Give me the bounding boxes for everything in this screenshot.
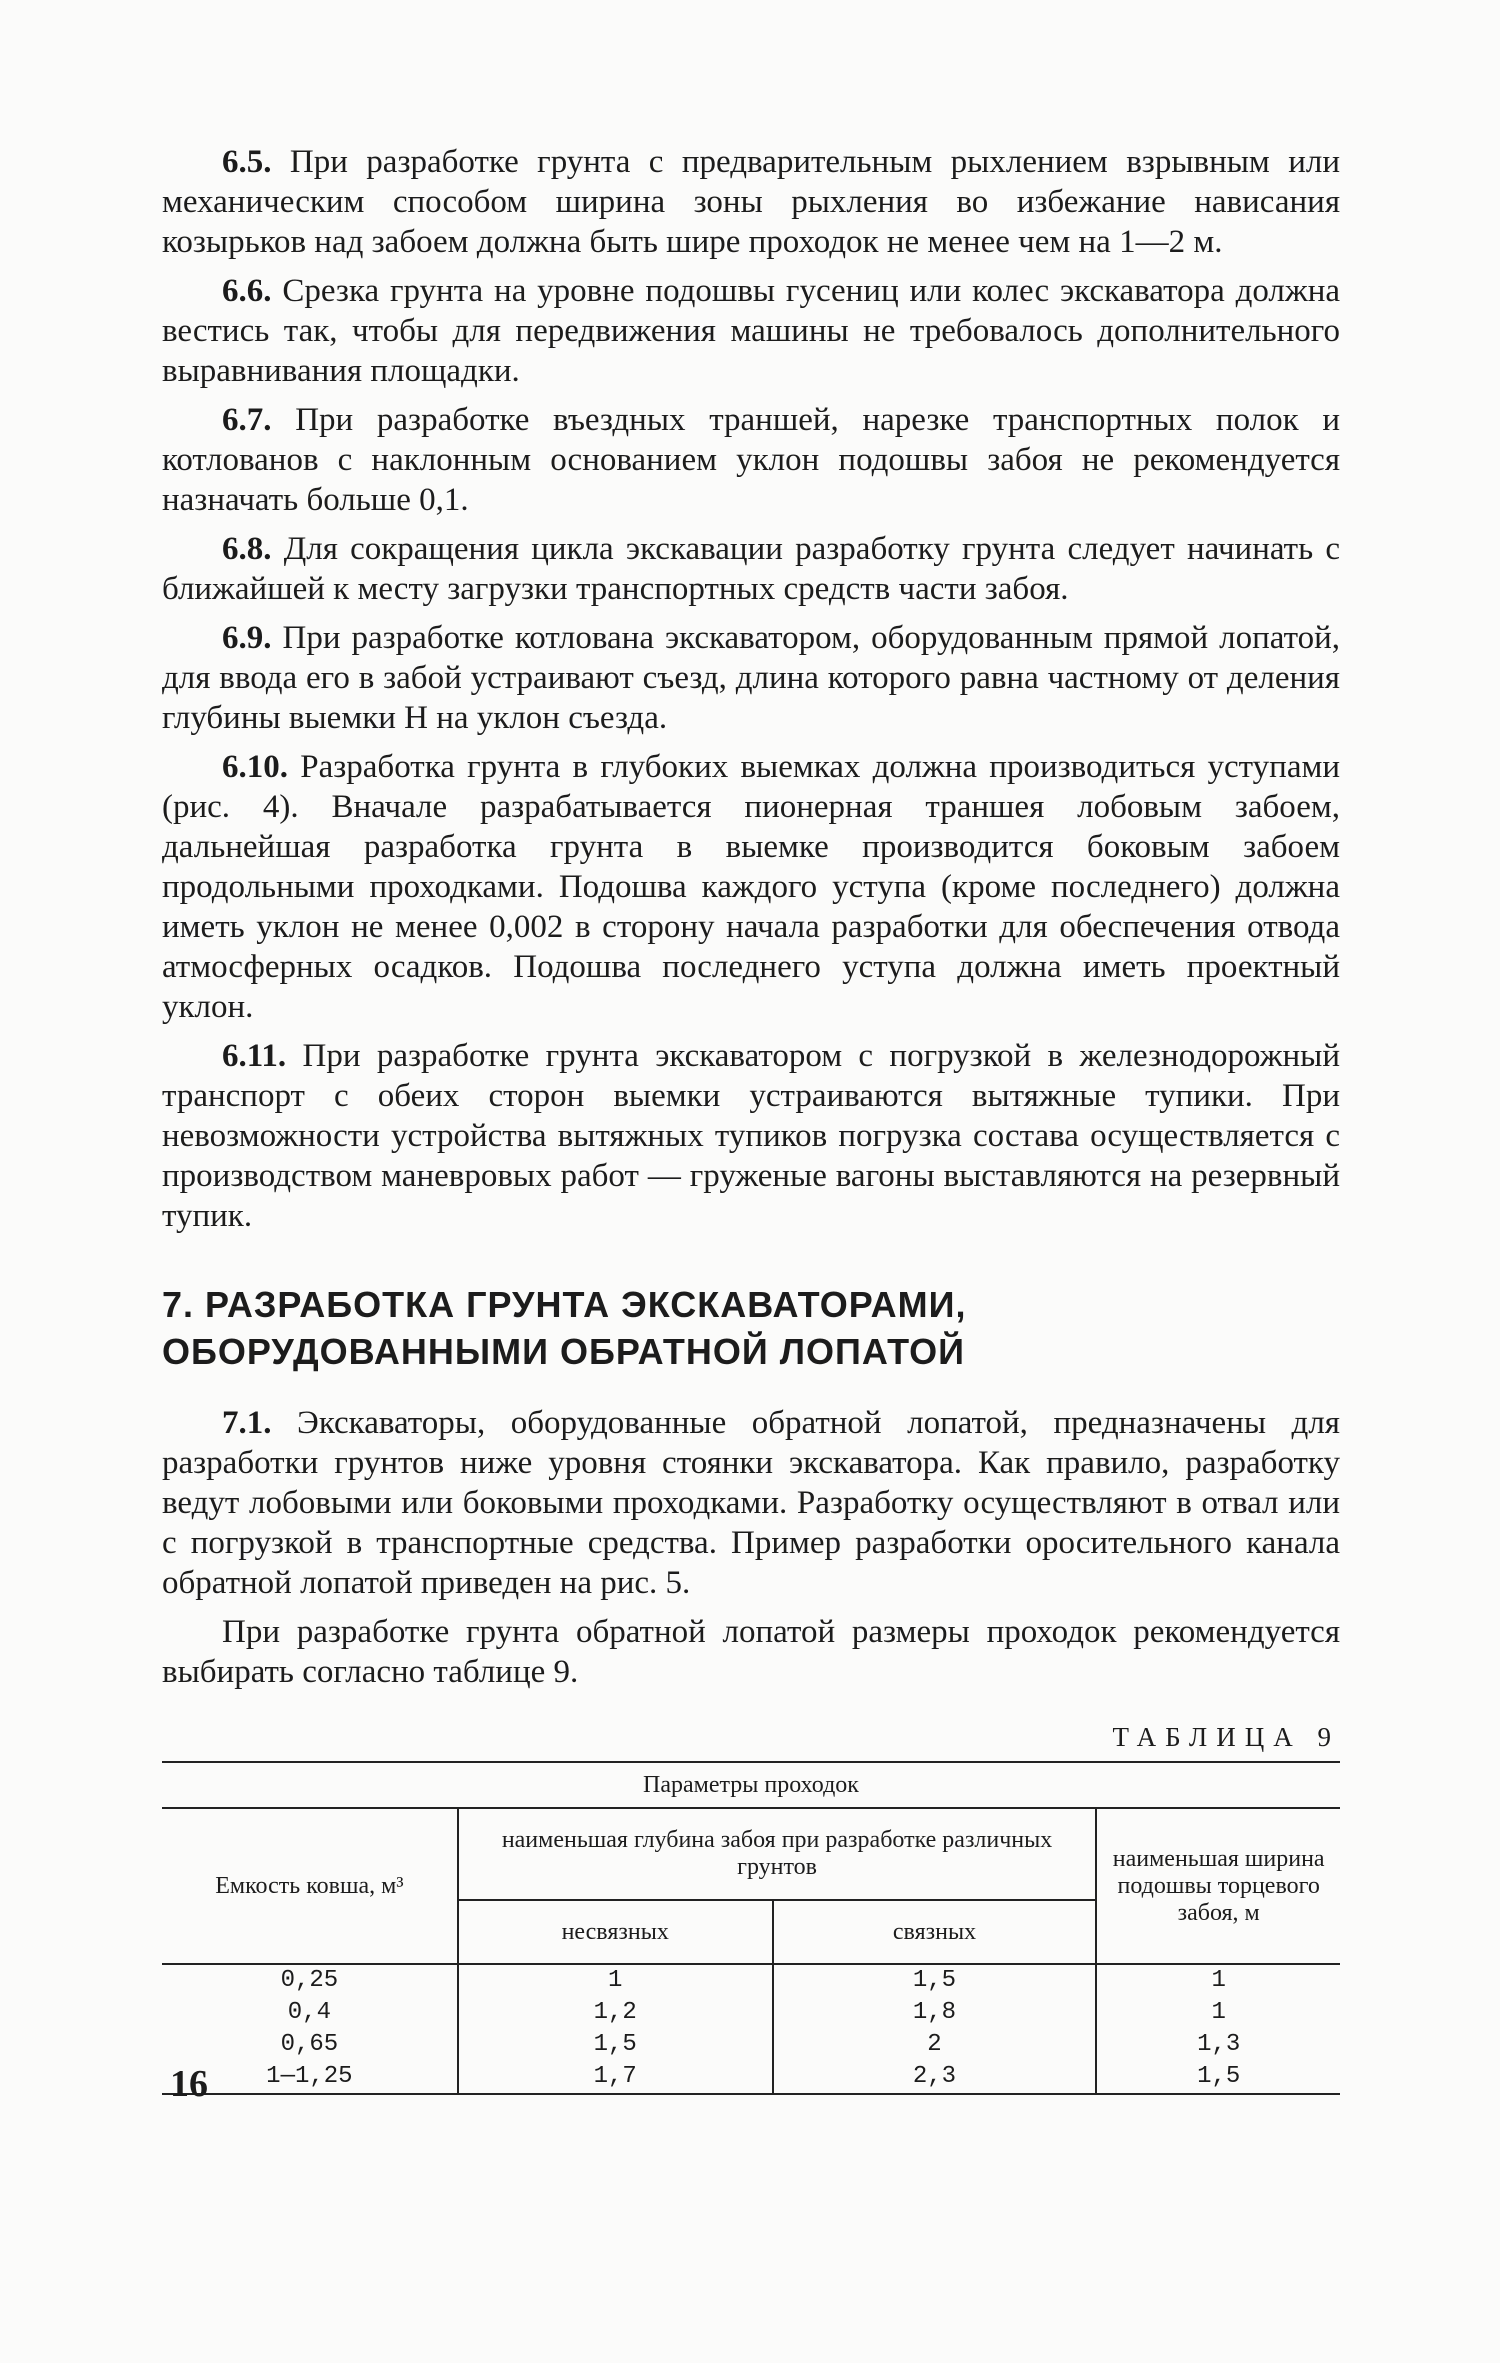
header-depth-group: наименьшая глубина забоя при разработке различных грунтов (458, 1808, 1097, 1900)
width-value: 1,5 (1197, 2063, 1241, 2090)
cohesive-value: 2 (927, 2031, 942, 2058)
paragraph-number: 6.7. (222, 402, 272, 438)
table-header-row (162, 1808, 1340, 1900)
paragraph-text: При разработке грунта с предварительным рыхлением взрывным или механическим способом ширина зоны рыхления во избежание нависания козырьков над забоем должна быть шире проходок не менее чем на 1—2 м. (162, 144, 1340, 260)
section-heading (162, 1281, 1340, 1375)
paragraph-text: При разработке котлована экскаватором, оборудованным прямой лопатой, для ввода его в забой устраивают съезд, длина которого равна частному от деления глубины выемки H на уклон съезда. (162, 620, 1340, 736)
paragraph-text: При разработке грунта обратной лопатой размеры проходок рекомендуется выбирать согласно таблице 9. (162, 1614, 1340, 1690)
paragraph-number: 6.9. (222, 620, 272, 656)
paragraph-7-1-cont (162, 1612, 1340, 1692)
paragraph-text: Разработка грунта в глубоких выемках должна производиться уступами (рис. 4). Вначале разрабатывается пионерная траншея лобовым забоем, дальнейшая разработка грунта в выемке производится боковым забоем продольными проходками. Подошва каждого уступа (кроме последнего) должна иметь уклон не менее 0,002 в сторону начала разработки для обеспечения отвода атмосферных осадков. Подошва последнего уступа должна иметь проектный уклон. (162, 749, 1341, 1025)
loose-value: 1,5 (593, 2031, 637, 2058)
paragraph-6-9 (162, 618, 1340, 738)
section-heading-line-2: ОБОРУДОВАННЫМИ ОБРАТНОЙ ЛОПАТОЙ (162, 1331, 966, 1372)
cell-width (1096, 1964, 1340, 2094)
capacity-value: 0,65 (280, 2031, 339, 2058)
paragraph-6-7 (162, 400, 1340, 520)
cohesive-value: 1,5 (912, 1967, 957, 1994)
paragraph-text: При разработке въездных траншей, нарезке транспортных полок и котлованов с наклонным основанием уклон подошвы забоя не рекомендуется назначать больше 0,1. (162, 402, 1340, 518)
page-number: 16 (170, 2063, 208, 2105)
loose-value: 1 (607, 1967, 623, 1994)
header-capacity: Емкость ковша, м³ (215, 1872, 404, 1899)
paragraph-text: При разработке грунта экскаватором с погрузкой в железнодорожный транспорт с обеих сторон выемки устраиваются вытяжные тупики. При невозможности устройства вытяжных тупиков погрузка состава осуществляется с производством маневровых работ — груженые вагоны выставляются на резервный тупик. (162, 1038, 1341, 1234)
paragraph-6-11 (162, 1036, 1340, 1236)
paragraph-text: Для сокращения цикла экскавации разработку грунта следует начинать с ближайшей к месту загрузки транспортных средств части забоя. (162, 531, 1341, 607)
paragraph-number: 7.1. (222, 1405, 272, 1441)
cohesive-value: 1,8 (912, 1999, 957, 2026)
cohesive-value: 2,3 (912, 2063, 957, 2090)
paragraph-6-6 (162, 271, 1340, 391)
capacity-value: 1—1,25 (266, 2063, 353, 2090)
paragraphs-7 (162, 1403, 1340, 1692)
paragraph-text: Срезка грунта на уровне подошвы гусениц или колес экскаватора должна вестись так, чтобы для передвижения машины не требовалось дополнительного выравнивания площадки. (162, 273, 1341, 389)
header-cohesive: связных (773, 1900, 1097, 1964)
paragraph-number: 6.10. (222, 749, 288, 785)
table-group-header: Параметры проходок (643, 1771, 859, 1798)
document-page (162, 142, 1340, 2095)
parameters-table (162, 1761, 1340, 2095)
cell-loose (458, 1964, 773, 2094)
paragraph-text: Экскаваторы, оборудованные обратной лопатой, предназначены для разработки грунтов ниже уровня стоянки экскаватора. Как правило, разработку ведут лобовыми или боковыми проходками. Разработку осуществляют в отвал или с погрузкой в транспортные средства. Пример разработки оросительного канала обратной лопатой приведен на рис. 5. (162, 1405, 1340, 1601)
section-heading-line-1: 7. РАЗРАБОТКА ГРУНТА ЭКСКАВАТОРАМИ, (162, 1284, 967, 1325)
paragraph-number: 6.6. (222, 273, 272, 309)
table-caption: ТАБЛИЦА 9 (1112, 1722, 1340, 1752)
capacity-value: 0,4 (287, 1999, 331, 2026)
paragraphs-6 (162, 142, 1340, 1236)
paragraph-6-10 (162, 747, 1340, 1027)
header-loose: несвязных (458, 1900, 773, 1964)
loose-value: 1,2 (593, 1999, 637, 2026)
paragraph-number: 6.11. (222, 1038, 287, 1074)
paragraph-number: 6.5. (222, 144, 272, 180)
paragraph-6-8 (162, 529, 1340, 609)
width-value: 1 (1211, 1967, 1226, 1994)
paragraph-number: 6.8. (222, 531, 272, 567)
table-row (162, 1964, 1340, 2094)
capacity-value: 0,25 (280, 1967, 339, 1994)
table-group-header-row (162, 1762, 1340, 1808)
header-width: наименьшая ширина подошвы торцевого забоя, м (1096, 1808, 1340, 1964)
width-value: 1,3 (1197, 2031, 1241, 2058)
cell-cohesive (773, 1964, 1097, 2094)
paragraph-6-5 (162, 142, 1340, 262)
loose-value: 1,7 (593, 2063, 637, 2090)
paragraph-7-1 (162, 1403, 1340, 1603)
width-value: 1 (1211, 1999, 1226, 2026)
